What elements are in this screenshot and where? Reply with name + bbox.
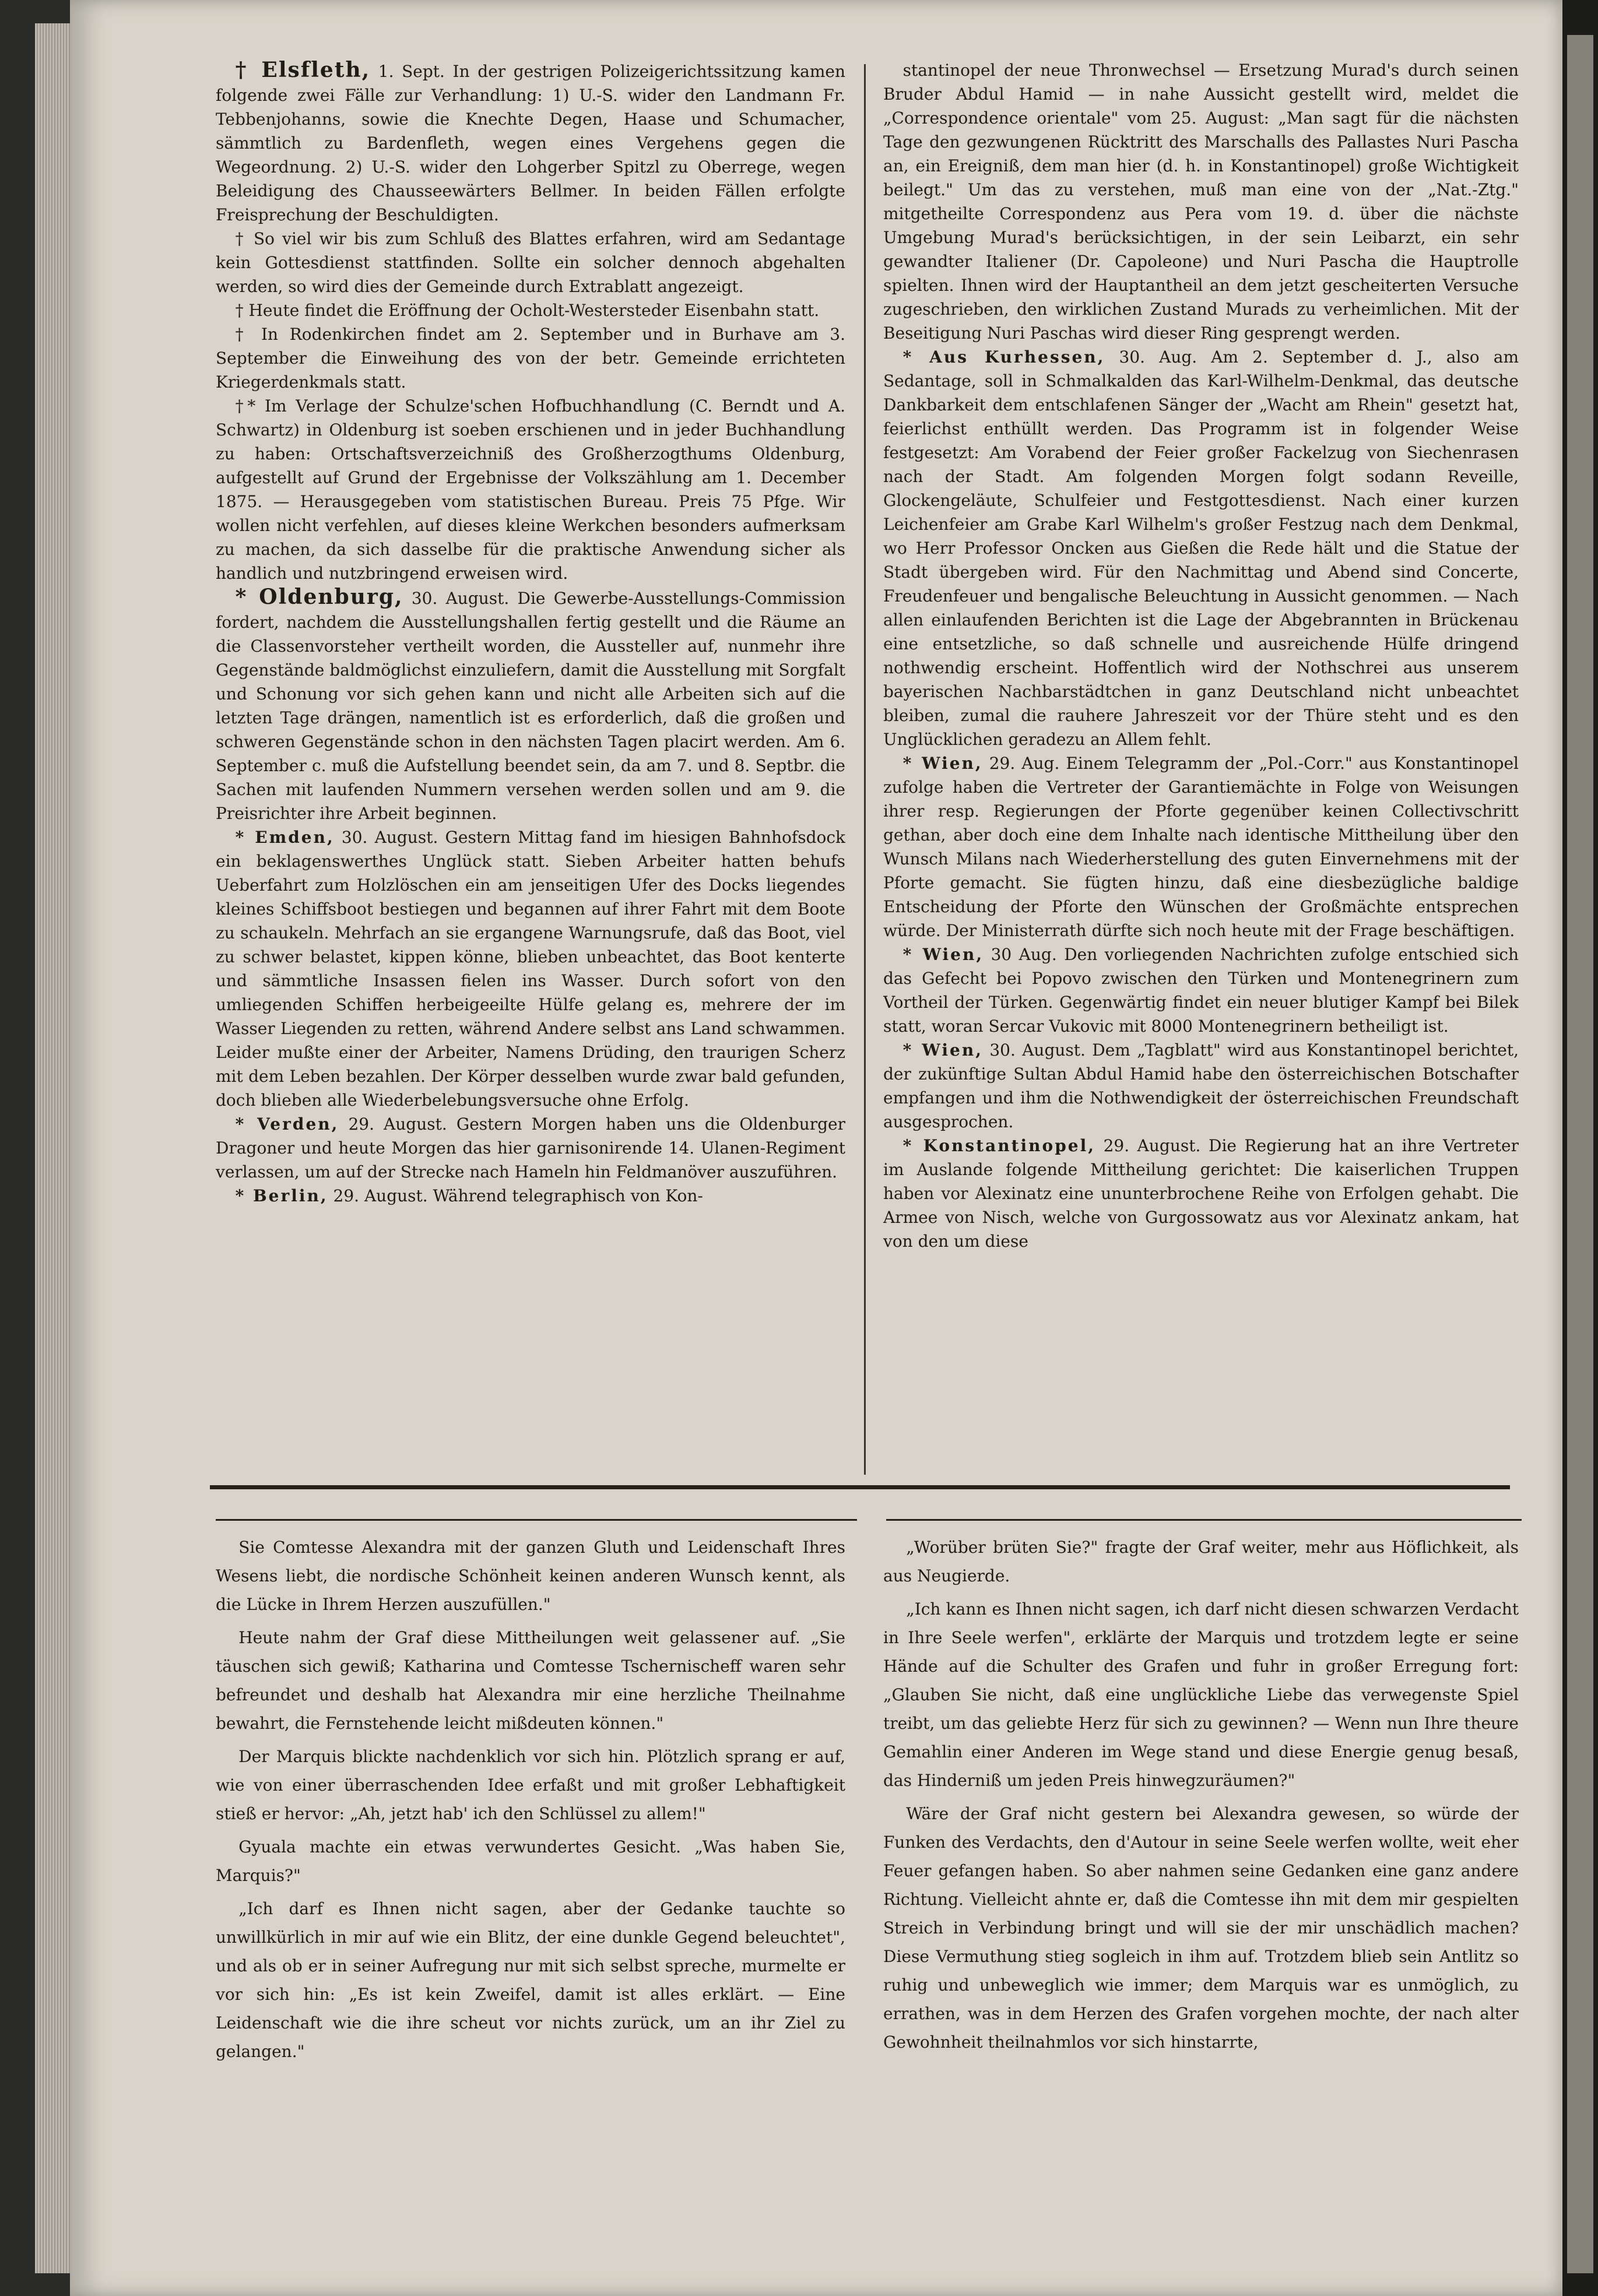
news-item-dateline: * Wien, bbox=[902, 754, 983, 773]
news-item-dateline: * Aus Kurhessen, bbox=[902, 347, 1105, 367]
news-item bbox=[883, 751, 1519, 943]
news-item-text: stantinopel der neue Thronwechsel — Ersetzung Murad's durch seinen Bruder Abdul Hamid — in nahe Aussicht gestellt wird, meldet die „Correspondence orientale" vom 25. August: „Man sagt für die nächsten Tage den gezwungenen Rücktritt des Marschalls des Pallastes Nuri Pascha an, ein Ereigniß, dem man hier (d. h. in Konstantinopel) große Wichtigkeit beilegt." Um das zu verstehen, muß man eine von der „Nat.-Ztg." mitgetheilte Correspondenz aus Pera vom 19. d. über die nächste Umgebung Murad's berücksichtigen, in der sein Leibarzt, ein sehr gewandter Italiener (Dr. Capoleone) und Nuri Pascha die Hauptrolle spielten. Ihnen wird der Hauptantheil an dem jetzt gescheiterten Versuche zugeschrieben, den wirklichen Zustand Murads zu verheimlichen. Mit der Beseitigung Nuri Paschas wird dieser Ring gesprengt werden. bbox=[883, 61, 1519, 343]
news-item bbox=[883, 1134, 1519, 1253]
news-item bbox=[216, 585, 845, 825]
news-item-text: 30 Aug. Den vorliegenden Nachrichten zufolge entschied sich das Gefecht bei Popovo zwischen den Türken und Montenegrinern zum Vortheil der Türken. Gegenwärtig findet ein neuer blutiger Kampf bei Bilek statt, woran Sercar Vukovic mit 8000 Montenegrinern betheiligt ist. bbox=[883, 945, 1519, 1036]
news-item-text: 29. August. Gestern Morgen haben uns die Oldenburger Dragoner und heute Morgen das hier garnisonirende 14. Ulanen-Regiment verlassen, um auf der Strecke nach Hameln hin Feldmanöver auszuführen. bbox=[216, 1114, 845, 1182]
news-item-dateline: * Oldenburg, bbox=[235, 585, 403, 609]
feuilleton-rule bbox=[210, 1485, 1510, 1489]
news-item-dateline: † Elsfleth, bbox=[235, 58, 371, 82]
story-paragraph: Sie Comtesse Alexandra mit der ganzen Gluth und Leidenschaft Ihres Wesens liebt, die nordische Schönheit keinen anderen Wunsch kennt, als die Lücke in Ihrem Herzen auszufüllen." bbox=[216, 1538, 845, 1614]
news-column-right bbox=[883, 58, 1519, 1469]
feuilleton-column-left bbox=[216, 1533, 845, 2279]
news-item-text: † So viel wir bis zum Schluß des Blattes erfahren, wird am Sedantage kein Gottesdienst stattfinden. Sollte ein solcher dennoch abgehalten werden, so wird dies der Gemeinde durch Extrablatt angezeigt. bbox=[216, 229, 845, 296]
news-item-text: † Heute findet die Eröffnung der Ocholt-Westersteder Eisenbahn statt. bbox=[235, 301, 820, 320]
news-item-text: 29. August. Die Regierung hat an ihre Vertreter im Auslande folgende Mittheilung gerichtet: Die kaiserlichen Truppen haben vor Alexinatz eine ununterbrochene Reihe von Erfolgen gehabt. Die Armee von Nisch, welche von Gurgossowatz aus vor Alexinatz ankam, hat von den um diese bbox=[883, 1136, 1519, 1251]
news-item bbox=[216, 298, 845, 322]
news-item-text: 1. Sept. In der gestrigen Polizeigerichtssitzung kamen folgende zwei Fälle zur Verhandlung: 1) U.-S. wider den Landmann Fr. Tebbenjohanns, sowie die Knechte Degen, Haase und Schumacher, sämmtlich zu Bardenfleth, wegen eines Vergehens gegen die Wegeordnung. 2) U.-S. wider den Lohgerber Spitzl zu Oberrege, wegen Beleidigung des Chausseewärters Bellmer. In beiden Fällen erfolgte Freisprechung der Beschuldigten. bbox=[216, 62, 845, 224]
news-item bbox=[883, 943, 1519, 1038]
news-item-dateline: * Berlin, bbox=[235, 1186, 328, 1205]
story-paragraph: „Ich darf es Ihnen nicht sagen, aber der Gedanke tauchte so unwillkürlich in mir auf wie ein Blitz, der eine dunkle Gegend beleuchtet", und als ob er in seiner Aufregung nur mit sich selbst spreche, murmelte er vor sich hin: „Es ist kein Zweifel, damit ist alles erklärt. — Eine Leidenschaft wie die ihre scheut vor nichts zurück, um an ihr Ziel zu gelangen." bbox=[216, 1899, 845, 2061]
news-item bbox=[216, 1184, 845, 1208]
news-item bbox=[883, 58, 1519, 345]
news-item bbox=[883, 1038, 1519, 1134]
news-item-text: 30. August. Dem „Tagblatt" wird aus Konstantinopel berichtet, der zukünftige Sultan Abdul Hamid habe den österreichischen Botschafter empfangen und ihm die Nothwendigkeit der österreichischen Freundschaft ausgesprochen. bbox=[883, 1040, 1519, 1131]
news-item bbox=[216, 825, 845, 1112]
column-divider bbox=[864, 64, 866, 1475]
news-item-dateline: * Verden, bbox=[235, 1114, 339, 1134]
feuilleton-rule-left bbox=[216, 1519, 857, 1521]
news-item-dateline: * Wien, bbox=[902, 1040, 983, 1060]
news-item-text: 30. Aug. Am 2. September d. J., also am Sedantage, soll in Schmalkalden das Karl-Wilhelm-Denkmal, das deutsche Dankbarkeit dem entschlafenen Sänger der „Wacht am Rhein" gesetzt hat, feierlichst enthüllt werden. Das Programm ist in folgender Weise festgesetzt: Am Vorabend der Feier großer Fackelzug von Siechenrasen nach der Stadt. Am folgenden Morgen folgt sodann Reveille, Glockengeläute, Schulfeier und Festgottesdienst. Nach einer kurzen Leichenfeier am Grabe Karl Wilhelm's großer Festzug nach dem Denkmal, wo Herr Professor Oncken aus Gießen die Rede hält und die Statue der Stadt übergeben wird. Für den Nachmittag und Abend sind Concerte, Freudenfeuer und bengalische Beleuchtung in Aussicht genommen. — Nach allen einlaufenden Berichten ist die Lage der Abgebrannten in Brückenau eine entsetzliche, so daß schnelle und ausreichende Hülfe dringend nothwendig erscheint. Hoffentlich wird der Nothschrei aus unserem bayerischen Nachbarstädtchen in ganz Deutschland nicht unbeachtet bleiben, zumal die rauhere Jahreszeit vor der Thüre steht und es den Unglücklichen geradezu an Allem fehlt. bbox=[883, 347, 1519, 749]
news-item-text: 30. August. Die Gewerbe-Ausstellungs-Commission fordert, nachdem die Ausstellungshallen fertig gestellt und die Räume an die Classenvorsteher vertheilt worden, die Aussteller auf, nunmehr ihre Gegenstände baldmöglichst einzuliefern, damit die Ausstellung mit Sorgfalt und Schonung vor sich gehen kann und nicht alle Arbeiten sich auf die letzten Tage drängen, namentlich ist es erforderlich, daß die großen und schweren Gegenstände schon in den nächsten Tagen placirt werden. Am 6. September c. muß die Aufstellung beendet sein, da am 7. und 8. Septbr. die Sachen mit laufenden Nummern versehen werden sollen und am 9. die Preisrichter ihre Arbeit beginnen. bbox=[216, 589, 845, 823]
story-paragraph: „Worüber brüten Sie?" fragte der Graf weiter, mehr aus Höflichkeit, als aus Neugierde. bbox=[883, 1538, 1519, 1585]
news-column-left bbox=[216, 58, 845, 1457]
story-paragraph: „Ich kann es Ihnen nicht sagen, ich darf nicht diesen schwarzen Verdacht in Ihre Seele werfen", erklärte der Marquis und trotzdem legte er seine Hände auf die Schulter des Grafen und fuhr in großer Erregung fort: „Glauben Sie nicht, daß eine unglückliche Liebe das verwegenste Spiel treibt, um das geliebte Herz für sich zu gewinnen? — Wenn nun Ihre theure Gemahlin einer Anderen im Wege stand und diese Energie genug besaß, das Hinderniß um jeden Preis hinwegzuräumen?" bbox=[883, 1599, 1519, 1790]
news-item-text: 29. August. Während telegraphisch von Kon- bbox=[333, 1186, 703, 1205]
story-paragraph: Wäre der Graf nicht gestern bei Alexandra gewesen, so würde der Funken des Verdachts, den d'Autour in seine Seele werfen wollte, weit eher Feuer gefangen haben. So aber nahmen seine Gedanken eine ganz andere Richtung. Vielleicht ahnte er, daß die Comtesse ihn mit dem mir gespielten Streich in Verbindung bringt und will sie der mir unschädlich machen? Diese Vermuthung stieg sogleich in ihm auf. Trotzdem blieb sein Antlitz so ruhig und unbeweglich wie immer; dem Marquis war es unmöglich, zu errathen, was in dem Herzen des Grafen vorgehen mochte, der nach alter Gewohnheit theilnahmlos vor sich hinstarrte, bbox=[883, 1804, 1519, 2052]
next-page-edge bbox=[1567, 35, 1593, 2273]
news-item bbox=[216, 227, 845, 298]
story-paragraph: Der Marquis blickte nachdenklich vor sich hin. Plötzlich sprang er auf, wie von einer überraschenden Idee erfaßt und mit großer Lebhaftigkeit stieß er hervor: „Ah, jetzt hab' ich den Schlüssel zu allem!" bbox=[216, 1747, 845, 1823]
news-item-dateline: * Emden, bbox=[235, 828, 335, 847]
feuilleton-column-right bbox=[883, 1533, 1519, 2279]
news-item-dateline: * Konstantinopel, bbox=[902, 1136, 1095, 1155]
story-paragraph: Heute nahm der Graf diese Mittheilungen weit gelassener auf. „Sie täuschen sich gewiß; Katharina und Comtesse Tschernischeff waren sehr befreundet und deshalb hat Alexandra mir eine herzliche Theilnahme bewahrt, die Fernstehende leicht mißdeuten können." bbox=[216, 1628, 845, 1733]
news-item bbox=[216, 322, 845, 394]
news-item bbox=[216, 394, 845, 585]
story-paragraph: Gyuala machte ein etwas verwundertes Gesicht. „Was haben Sie, Marquis?" bbox=[216, 1837, 845, 1885]
news-item bbox=[883, 345, 1519, 751]
news-item-text: 30. August. Gestern Mittag fand im hiesigen Bahnhofsdock ein beklagenswerthes Unglück statt. Sieben Arbeiter hatten behufs Ueberfahrt zum Holzlöschen ein am jenseitigen Ufer des Docks liegendes kleines Schiffsboot bestiegen und begannen auf ihrer Fahrt mit dem Boote zu schaukeln. Mehrfach an sie ergangene Warnungsrufe, daß das Boot, viel zu schwer belastet, kippen könne, blieben unbeachtet, das Boot kenterte und sämmtliche Insassen fielen ins Wasser. Durch sofort von den umliegenden Schiffen herbeigeeilte Hülfe gelang es, mehrere der im Wasser Liegenden zu retten, während Andere selbst ans Land schwammen. Leider mußte einer der Arbeiter, Namens Drüding, den traurigen Scherz mit dem Leben bezahlen. Der Körper desselben wurde zwar bald gefunden, doch blieben alle Wiederbelebungsversuche ohne Erfolg. bbox=[216, 828, 845, 1110]
book-page-edges bbox=[35, 23, 70, 2273]
news-item-text: † In Rodenkirchen findet am 2. September und in Burhave am 3. September die Einweihung des von der betr. Gemeinde errichteten Kriegerdenkmals statt. bbox=[216, 325, 845, 392]
news-item-text: †* Im Verlage der Schulze'schen Hofbuchhandlung (C. Berndt und A. Schwartz) in Oldenburg ist soeben erschienen und in jeder Buchhandlung zu haben: Ortschaftsverzeichniß des Großherzogthums Oldenburg, aufgestellt auf Grund der Ergebnisse der Volkszählung am 1. December 1875. — Herausgegeben vom statistischen Bureau. Preis 75 Pfge. Wir wollen nicht verfehlen, auf dieses kleine Werkchen besonders aufmerksam zu machen, da sich dasselbe für die praktische Anwendung sicher als handlich und nutzbringend erweisen wird. bbox=[216, 396, 845, 583]
news-item bbox=[216, 58, 845, 227]
news-item-dateline: * Wien, bbox=[902, 945, 984, 964]
news-item bbox=[216, 1112, 845, 1184]
feuilleton-rule-right bbox=[886, 1519, 1522, 1521]
news-item-text: 29. Aug. Einem Telegramm der „Pol.-Corr." aus Konstantinopel zufolge haben die Vertreter der Garantiemächte in Folge von Weisungen ihrer resp. Regierungen der Pforte gegenüber keinen Collectivschritt gethan, aber doch eine dem Inhalte nach identische Mittheilung über den Wunsch Milans nach Wiederherstellung des guten Einvernehmens mit der Pforte gemacht. Sie fügten hinzu, daß eine diesbezügliche baldige Entscheidung der Pforte den Wünschen der Großmächte entsprechen würde. Der Ministerrath dürfte sich noch heute mit der Frage beschäftigen. bbox=[883, 754, 1519, 940]
